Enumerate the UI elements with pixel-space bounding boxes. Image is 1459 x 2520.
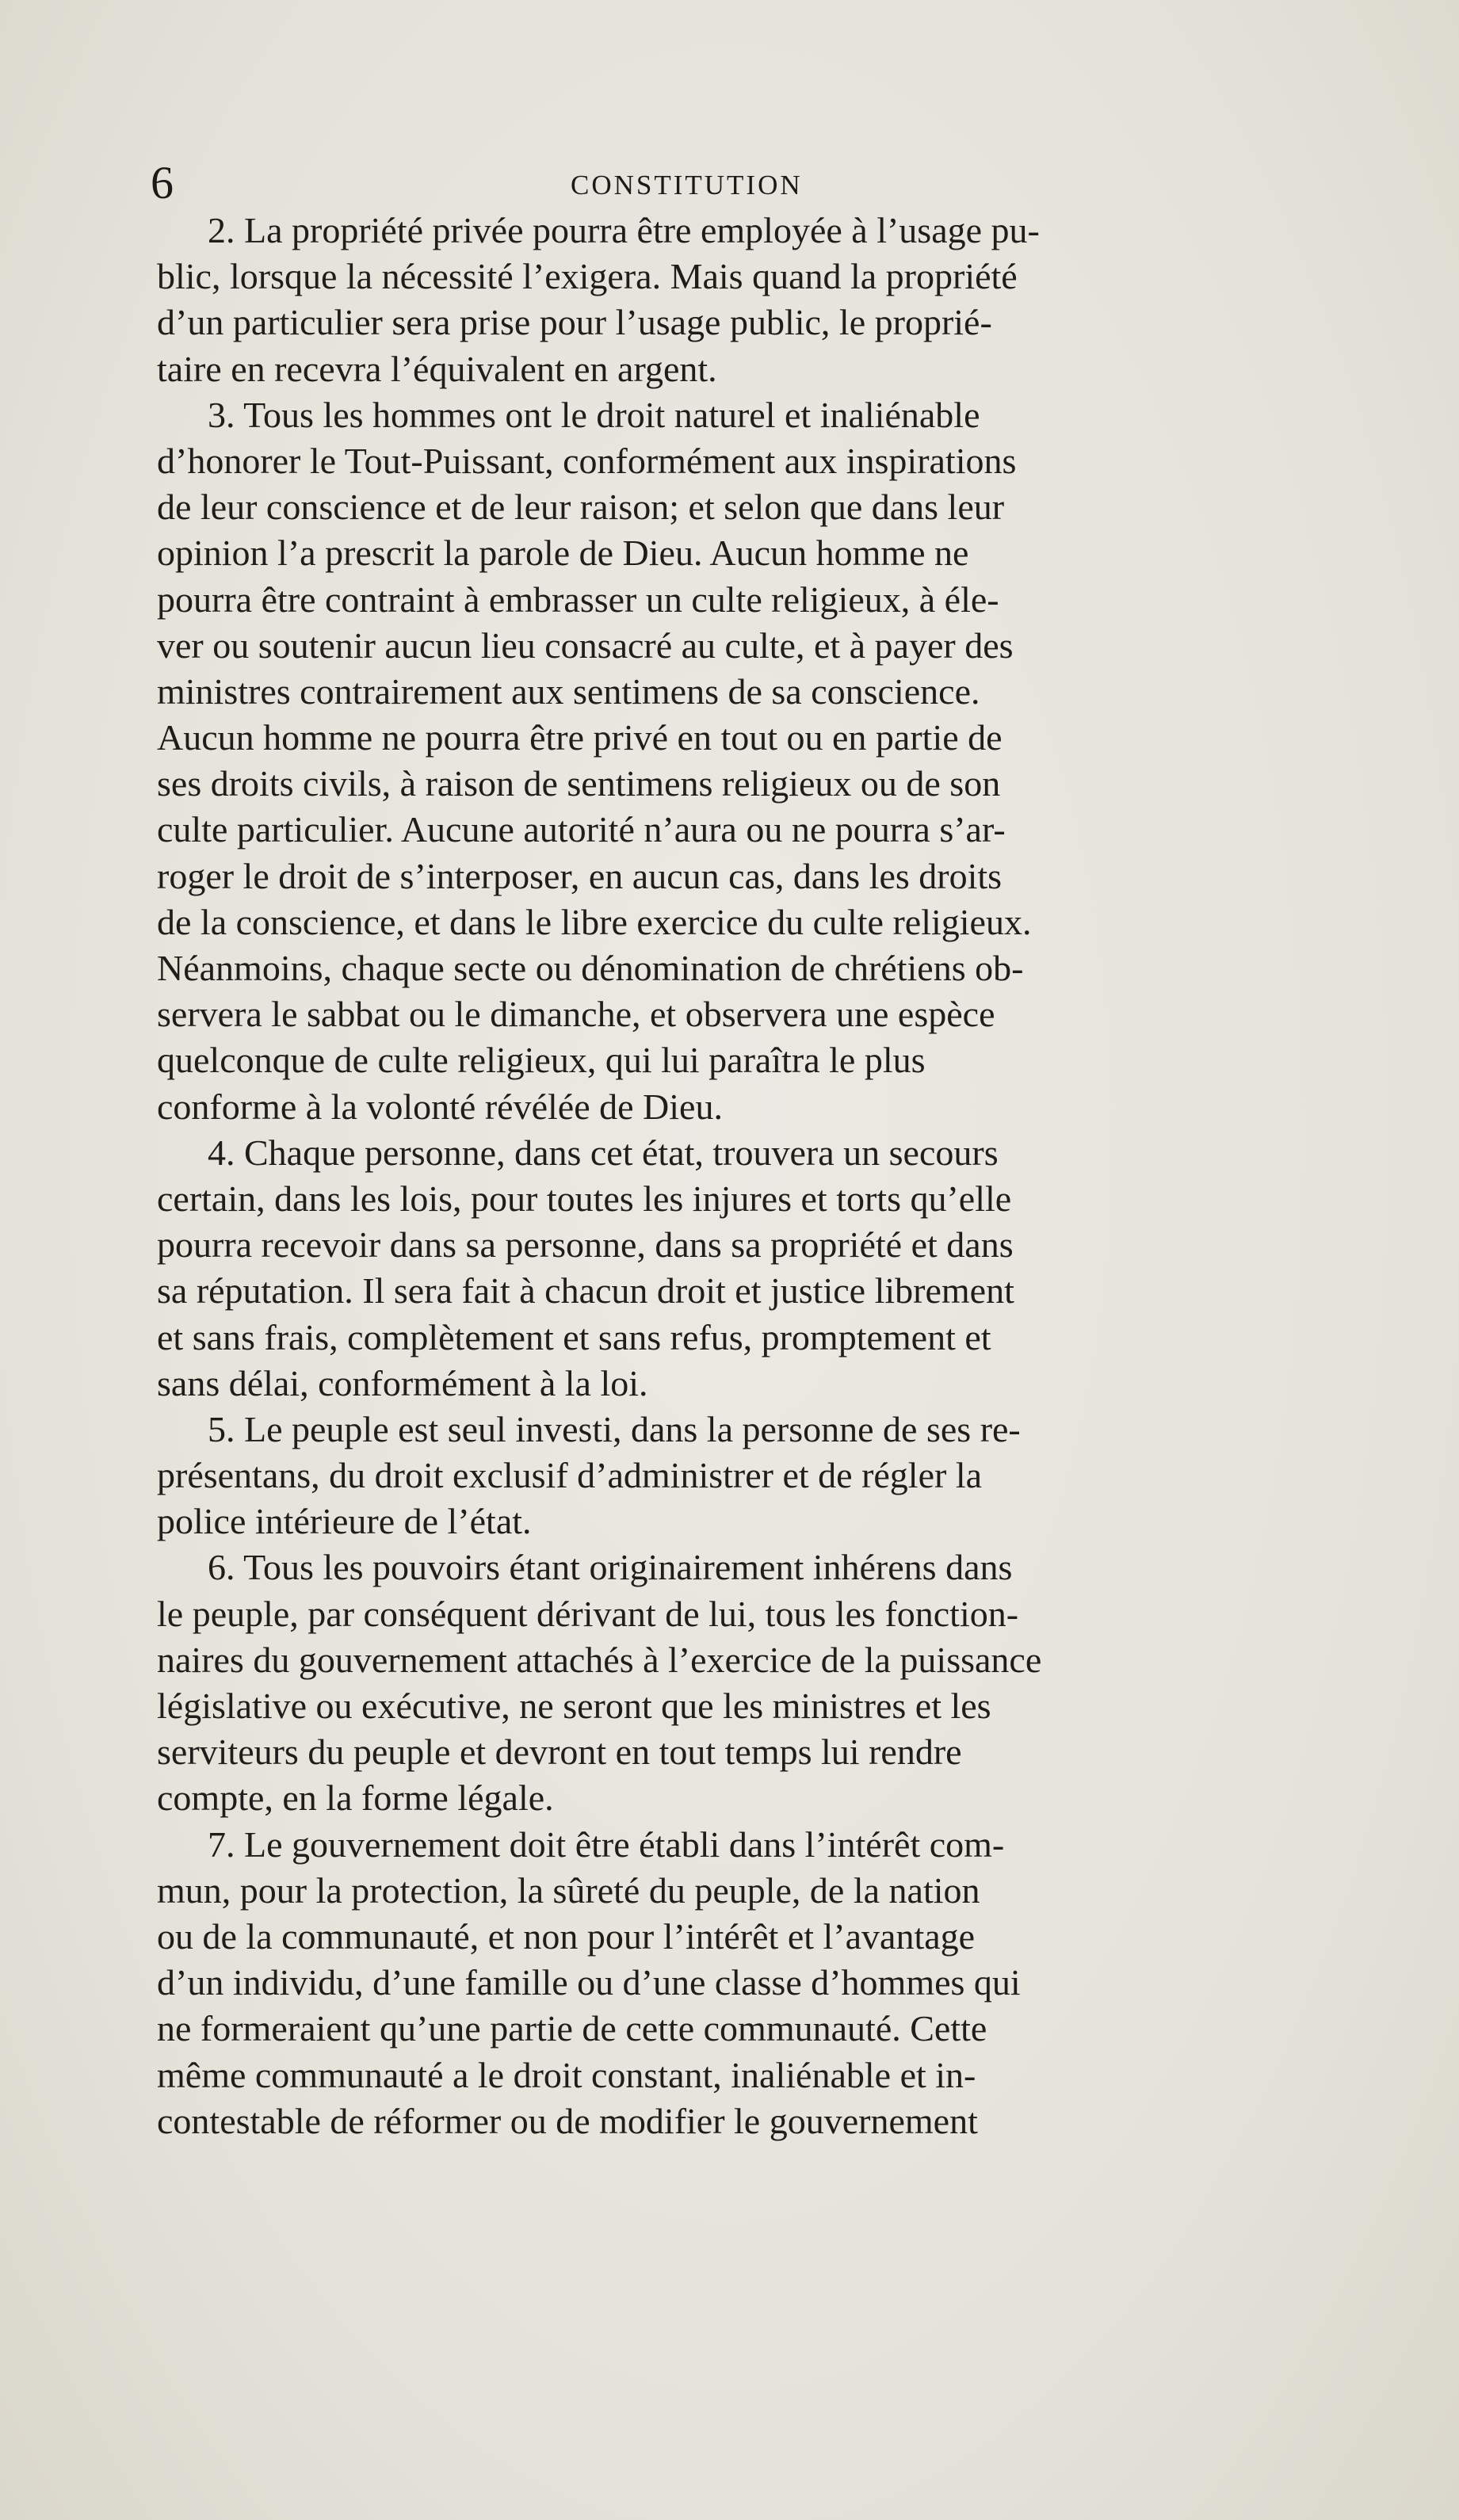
text-line: 6. Tous les pouvoirs étant originairement inhérens dans xyxy=(208,1547,1013,1588)
text-line: ne formeraient qu’une partie de cette communauté. Cette xyxy=(157,2008,987,2049)
text-line: d’honorer le Tout-Puissant, conformément aux inspirations xyxy=(157,440,1017,481)
text-line: sa réputation. Il sera fait à chacun droit et justice librement xyxy=(157,1270,1014,1312)
text-line: présentans, du droit exclusif d’administrer et de régler la xyxy=(157,1455,983,1496)
text-line: compte, en la forme légale. xyxy=(157,1777,554,1819)
page-number: 6 xyxy=(151,157,174,208)
text-line: de la conscience, et dans le libre exercice du culte religieux. xyxy=(157,901,1032,942)
text-line: Néanmoins, chaque secte ou dénomination de chrétiens ob- xyxy=(157,948,1024,988)
running-head: CONSTITUTION xyxy=(571,170,803,200)
text-line: roger le droit de s’interposer, en aucun cas, dans les droits xyxy=(157,855,1003,896)
page-header xyxy=(151,155,1323,211)
text-line: pourra être contraint à embrasser un culte religieux, à éle- xyxy=(157,578,999,620)
text-line: police intérieure de l’état. xyxy=(157,1501,532,1542)
text-line: opinion l’a prescrit la parole de Dieu. Aucun homme ne xyxy=(157,533,969,574)
text-line: conforme à la volonté révélée de Dieu. xyxy=(157,1086,723,1127)
text-line: mun, pour la protection, la sûreté du peuple, de la nation xyxy=(157,1869,980,1911)
text-line: blic, lorsque la nécessité l’exigera. Mais quand la propriété xyxy=(157,256,1018,297)
text-line: certain, dans les lois, pour toutes les injures et torts qu’elle xyxy=(157,1178,1012,1219)
text-line: ses droits civils, à raison de sentimens religieux ou de son xyxy=(157,763,1001,804)
text-line: ver ou soutenir aucun lieu consacré au culte, et à payer des xyxy=(157,624,1014,666)
text-line: 2. La propriété privée pourra être employée à l’usage pu- xyxy=(208,210,1040,250)
text-line: même communauté a le droit constant, inaliénable et in- xyxy=(157,2054,976,2095)
text-line: culte particulier. Aucune autorité n’aura ou ne pourra s’ar- xyxy=(157,809,1006,850)
text-line: 3. Tous les hommes ont le droit naturel et inaliénable xyxy=(208,394,980,435)
text-line: d’un particulier sera prise pour l’usage public, le proprié- xyxy=(157,302,992,343)
text-line: quelconque de culte religieux, qui lui paraîtra le plus xyxy=(157,1040,926,1081)
text-line: serviteurs du peuple et devront en tout temps lui rendre xyxy=(157,1732,962,1773)
text-line: ministres contrairement aux sentimens de sa conscience. xyxy=(157,670,980,712)
text-line: naires du gouvernement attachés à l’exercice de la puissance xyxy=(157,1639,1042,1680)
text-line: taire en recevra l’équivalent en argent. xyxy=(157,348,717,389)
text-line: pourra recevoir dans sa personne, dans sa propriété et dans xyxy=(157,1224,1014,1266)
body-text xyxy=(157,208,1316,2144)
text-line: le peuple, par conséquent dérivant de lui, tous les fonction- xyxy=(157,1593,1019,1634)
text-line: sans délai, conformément à la loi. xyxy=(157,1362,648,1403)
text-line: législative ou exécutive, ne seront que les ministres et les xyxy=(157,1686,991,1726)
text-line: contestable de réformer ou de modifier le gouvernement xyxy=(157,2100,978,2141)
text-line: ou de la communauté, et non pour l’intérêt et l’avantage xyxy=(157,1915,976,1957)
text-line: 5. Le peuple est seul investi, dans la personne de ses re- xyxy=(208,1408,1021,1449)
text-line: et sans frais, complètement et sans refus, promptement et xyxy=(157,1316,991,1357)
text-line: de leur conscience et de leur raison; et selon que dans leur xyxy=(157,487,1005,528)
text-line: 7. Le gouvernement doit être établi dans l’intérêt com- xyxy=(208,1823,1005,1865)
text-line: Aucun homme ne pourra être privé en tout ou en partie de xyxy=(157,717,1003,758)
text-line: 4. Chaque personne, dans cet état, trouvera un secours xyxy=(208,1132,999,1173)
text-line: d’un individu, d’une famille ou d’une classe d’hommes qui xyxy=(157,1962,1021,2003)
text-line: servera le sabbat ou le dimanche, et observera une espèce xyxy=(157,994,995,1035)
